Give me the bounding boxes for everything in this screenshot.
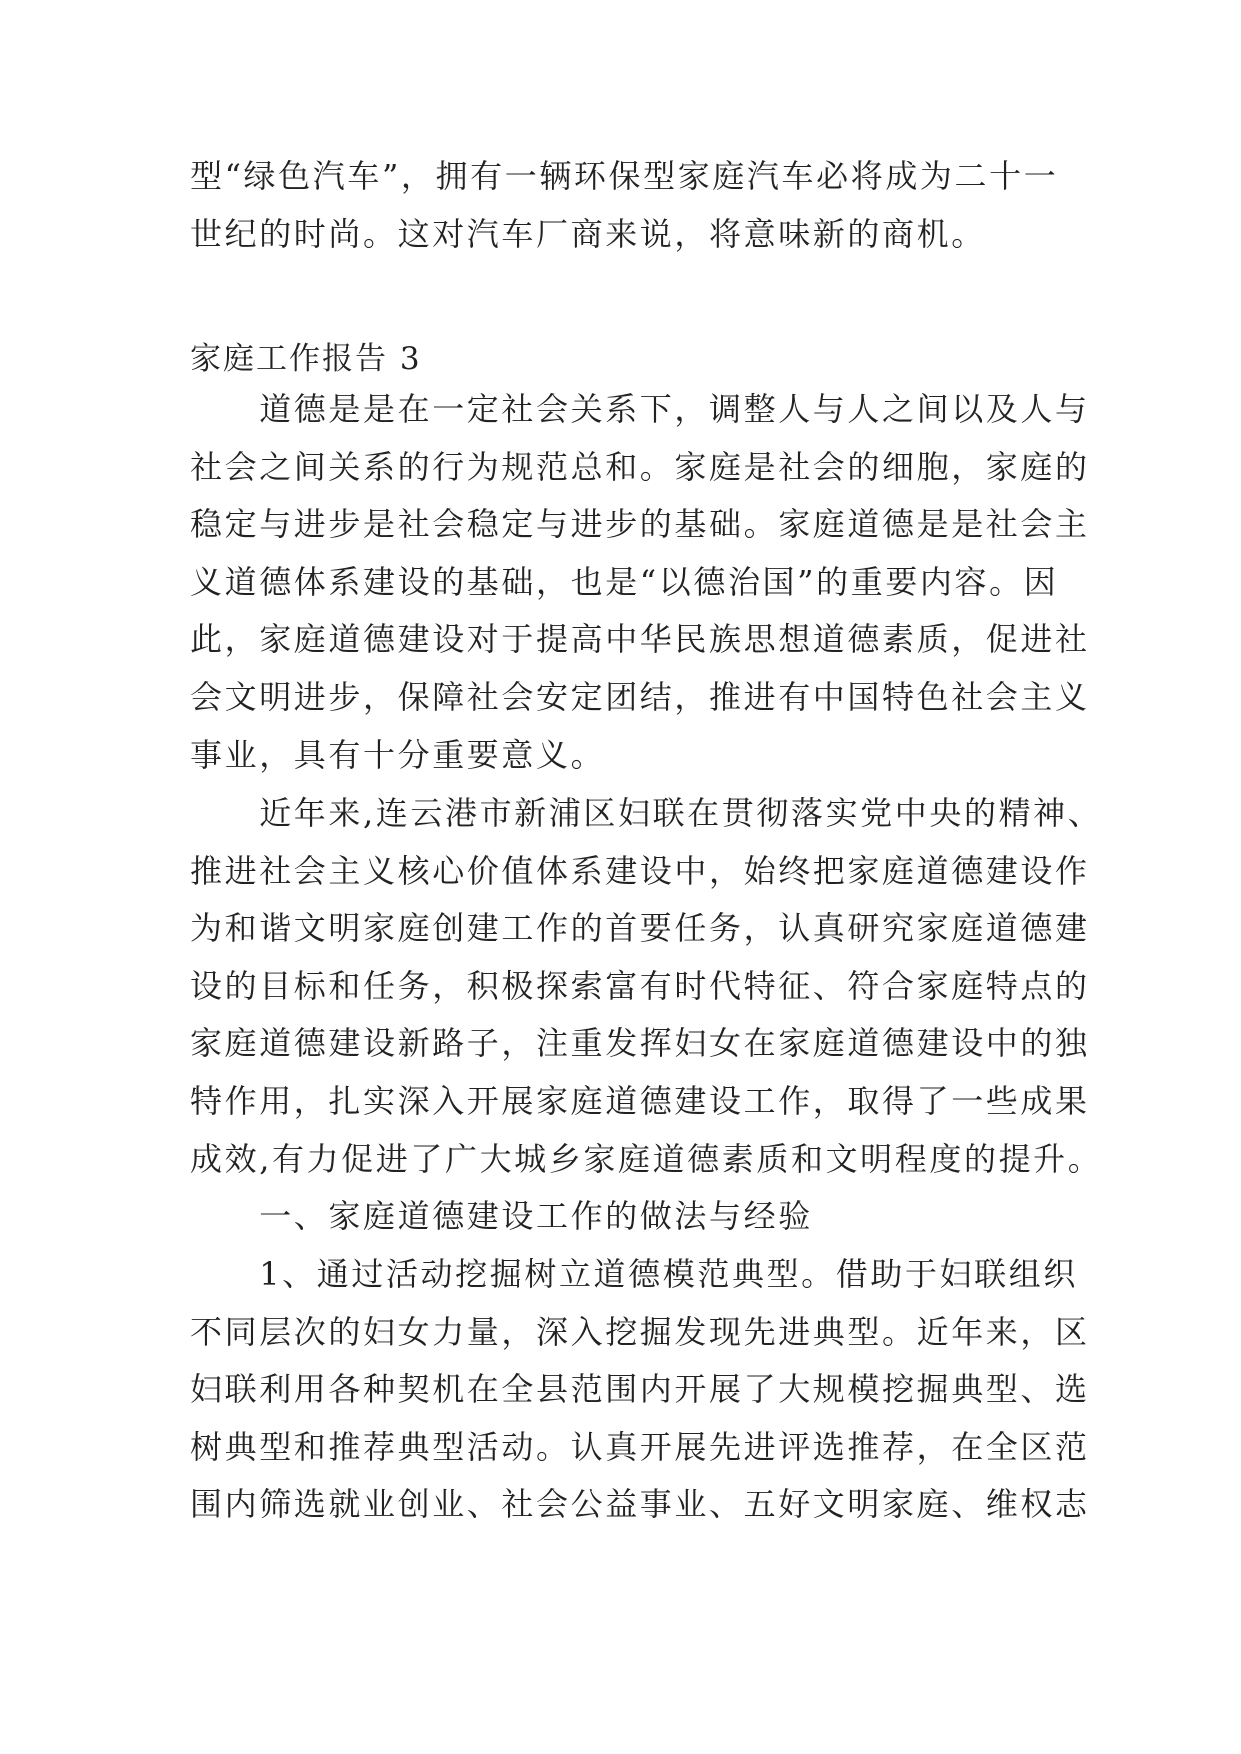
paragraph-1 (190, 381, 1090, 784)
text-line: 道德是是在一定社会关系下，调整人与人之间以及人与 (190, 390, 1090, 428)
text-line: 推进社会主义核心价值体系建设中，始终把家庭道德建设作 (190, 851, 1090, 890)
section-title: 家庭工作报告 3 (190, 341, 422, 377)
text-line: 会文明进步，保障社会安定团结，推进有中国特色社会主义 (190, 677, 1090, 716)
text-line: 事业，具有十分重要意义。 (190, 735, 606, 774)
text-line: 义道德体系建设的基础，也是“以德治国”的重要内容。因 (190, 562, 1059, 601)
text-line: 设的目标和任务，积极探索富有时代特征、符合家庭特点的 (190, 966, 1090, 1005)
text-line: 成效,有力促进了广大城乡家庭道德素质和文明程度的提升。 (190, 1139, 1103, 1178)
paragraph-3 (190, 1246, 1090, 1534)
text-line: 一、家庭道德建设工作的做法与经验 (190, 1197, 813, 1235)
text-line: 稳定与进步是社会稳定与进步的基础。家庭道德是是社会主 (190, 505, 1090, 544)
text-line: 不同层次的妇女力量，深入挖掘发现先进典型。近年来，区 (190, 1312, 1090, 1351)
text-line: 妇联利用各种契机在全县范围内开展了大规模挖掘典型、选 (190, 1370, 1090, 1409)
text-line: 围内筛选就业创业、社会公益事业、五好文明家庭、维权志 (190, 1485, 1090, 1524)
text-line: 树典型和推荐典型活动。认真开展先进评选推荐，在全区范 (190, 1427, 1090, 1466)
continuation-paragraph (190, 148, 1059, 263)
text-line: 近年来,连云港市新浦区妇联在贯彻落实党中央的精神、 (190, 794, 1103, 832)
text-line: 家庭道德建设新路子，注重发挥妇女在家庭道德建设中的独 (190, 1024, 1090, 1063)
paragraph-2 (190, 785, 1103, 1188)
text-line: 为和谐文明家庭创建工作的首要任务，认真研究家庭道德建 (190, 909, 1090, 948)
text-line: 此，家庭道德建设对于提高中华民族思想道德素质，促进社 (190, 620, 1090, 659)
text-line: 世纪的时尚。这对汽车厂商来说，将意味新的商机。 (190, 214, 986, 253)
text-line: 1、通过活动挖掘树立道德模范典型。借助于妇联组织 (190, 1255, 1078, 1293)
text-line: 社会之间关系的行为规范总和。家庭是社会的细胞，家庭的 (190, 447, 1090, 486)
text-line: 特作用，扎实深入开展家庭道德建设工作，取得了一些成果 (190, 1081, 1090, 1120)
subheading-paragraph (190, 1188, 1051, 1246)
text-line: 型“绿色汽车”，拥有一辆环保型家庭汽车必将成为二十一 (190, 157, 1059, 195)
